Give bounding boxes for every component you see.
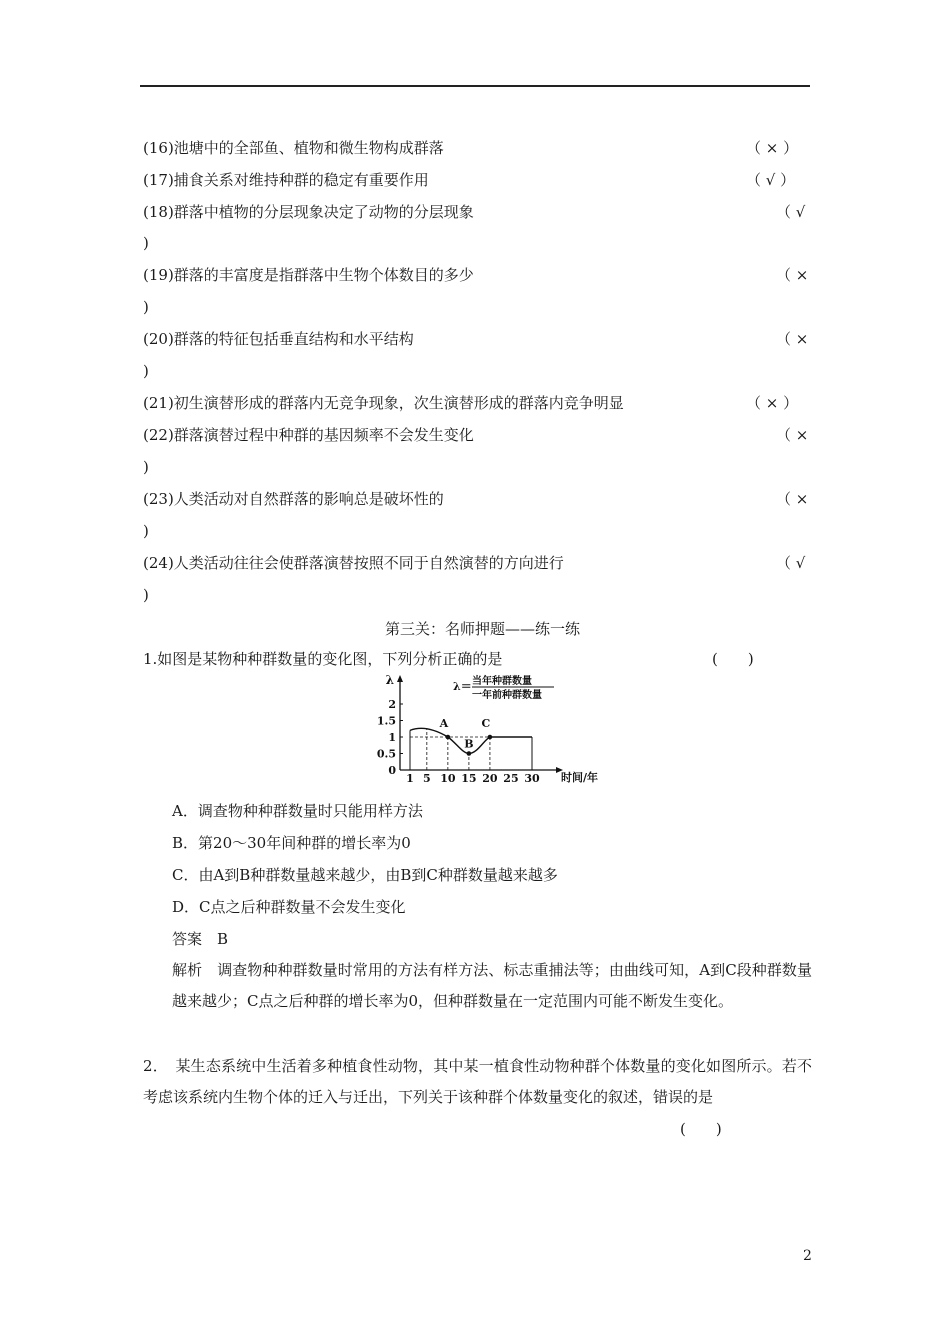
x-tick-label: 20 (482, 772, 498, 785)
item-24-mark: （ √ (776, 554, 806, 572)
item-22: (22)群落演替过程中种群的基因频率不会发生变化 (143, 426, 474, 444)
y-tick-label: 1 (388, 731, 396, 744)
item-19: (19)群落的丰富度是指群落中生物个体数目的多少 (143, 266, 474, 284)
item-24-close: ) (143, 586, 149, 604)
point-label-A: A (439, 717, 449, 730)
y-tick-label: 1.5 (376, 714, 396, 728)
x-tick-label: 10 (440, 772, 456, 785)
x-tick-label: 5 (422, 772, 431, 785)
q1-option-b: B．第20～30年间种群的增长率为0 (172, 834, 411, 852)
header-rule (140, 85, 810, 87)
item-18-mark: （ √ (776, 203, 806, 221)
item-17-mark: （ √ ） (746, 171, 796, 189)
y-axis-label: λ (385, 673, 394, 687)
point-A (446, 735, 451, 740)
q1-option-c: C．由A到B种群数量越来越少，由B到C种群数量越来越多 (172, 866, 558, 884)
page-number: 2 (803, 1248, 812, 1264)
item-21: (21)初生演替形成的群落内无竞争现象，次生演替形成的群落内竞争明显 (143, 394, 624, 412)
y-tick-label: 0 (388, 764, 396, 777)
formula-lhs: λ＝ (453, 680, 472, 693)
item-22-mark: （ × (776, 426, 809, 444)
x-tick-label: 15 (461, 772, 477, 785)
q1-stem: 1.如图是某物种种群数量的变化图，下列分析正确的是 (143, 650, 503, 668)
q1-paren: ( ) (712, 650, 754, 668)
item-23: (23)人类活动对自然群落的影响总是破坏性的 (143, 490, 444, 508)
section-title: 第三关：名师押题——练一练 (385, 620, 581, 638)
item-20-mark: （ × (776, 330, 809, 348)
item-22-close: ) (143, 458, 149, 476)
formula-numerator: 当年种群数量 (472, 676, 532, 687)
q2-stem: 2． 某生态系统中生活着多种植食性动物，其中某一植食性动物种群个体数量的变化如图所示。若不考虑该系统内生物个体的迁入与迁出，下列关于该种群个体数量变化的叙述，错误的是 (143, 1057, 812, 1106)
item-18: (18)群落中植物的分层现象决定了动物的分层现象 (143, 203, 474, 221)
x-tick-label: 25 (503, 772, 519, 785)
x-tick-label: 1 (406, 772, 414, 785)
q1-option-a: A．调查物种种群数量时只能用样方法 (172, 802, 423, 820)
item-18-close: ) (143, 234, 149, 252)
y-axis-arrow (397, 675, 403, 682)
formula-denominator: 一年前种群数量 (472, 690, 542, 701)
x-tick-label: 30 (524, 772, 540, 785)
item-16: (16)池塘中的全部鱼、植物和微生物构成群落 (143, 139, 444, 157)
x-axis-label: 时间/年 (561, 771, 599, 784)
item-23-close: ) (143, 522, 149, 540)
point-label-C: C (481, 717, 491, 730)
item-16-mark: （ × ） (746, 139, 799, 157)
q1-option-d: D．C点之后种群数量不会发生变化 (172, 898, 406, 916)
item-24: (24)人类活动往往会使群落演替按照不同于自然演替的方向进行 (143, 554, 564, 572)
q2-text (143, 1051, 812, 1113)
y-tick-label: 0.5 (376, 747, 396, 761)
item-17: (17)捕食关系对维持种群的稳定有重要作用 (143, 171, 429, 189)
q1-answer: 答案 B (172, 930, 229, 948)
y-tick-label: 2 (388, 698, 396, 711)
population-chart (368, 670, 608, 785)
item-21-mark: （ × ） (746, 394, 799, 412)
point-C (488, 735, 493, 740)
q2-paren: ( ) (680, 1120, 722, 1138)
point-label-B: B (464, 737, 474, 751)
item-20: (20)群落的特征包括垂直结构和水平结构 (143, 330, 414, 348)
q1-analysis: 解析 调查物种种群数量时常用的方法有样方法、标志重捕法等；由曲线可知，A到C段种群数量越来越少；C点之后种群的增长率为0，但种群数量在一定范围内可能不断发生变化。 (172, 961, 812, 1010)
point-B (467, 751, 472, 756)
item-23-mark: （ × (776, 490, 809, 508)
item-19-mark: （ × (776, 266, 809, 284)
item-20-close: ) (143, 362, 149, 380)
item-19-close: ) (143, 298, 149, 316)
